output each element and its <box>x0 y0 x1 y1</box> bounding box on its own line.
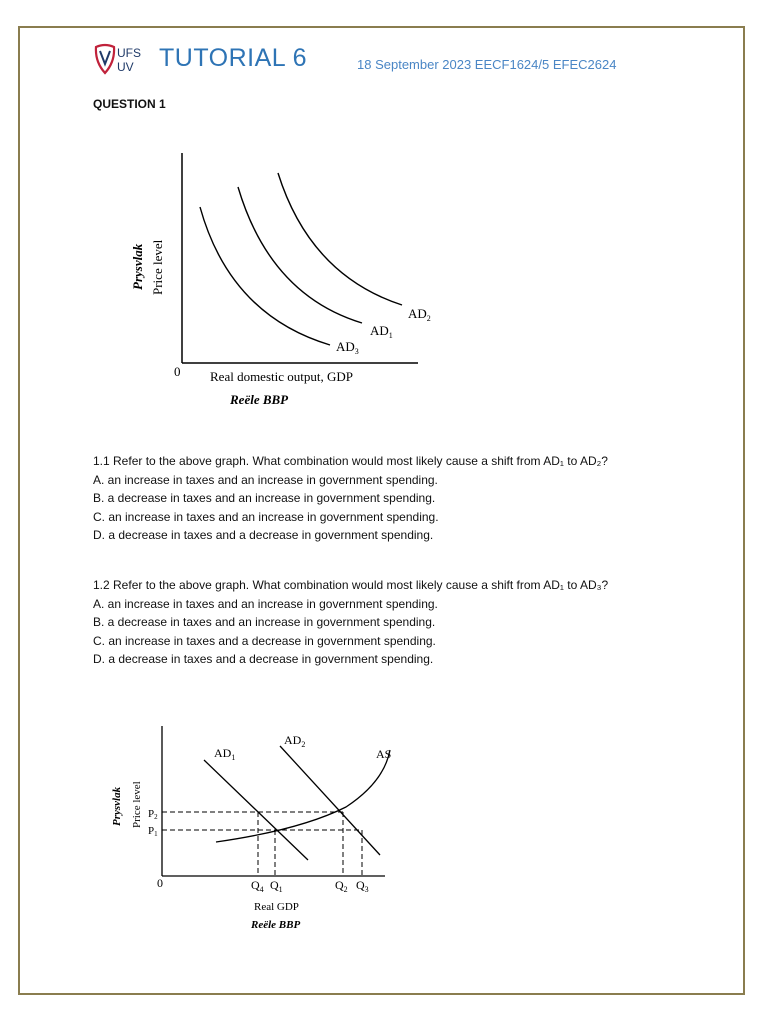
ad1-curve <box>238 187 362 323</box>
ad2-label: $AD_2$ <box>408 306 431 323</box>
question-heading: QUESTION 1 <box>93 97 166 111</box>
ad1-label: $AD_1$ <box>370 323 393 340</box>
ad3-curve <box>200 207 330 345</box>
question-1-1-option-b: B. a decrease in taxes and an increase in government spending. <box>93 491 436 506</box>
date-and-course-codes: 18 September 2023 EECF1624/5 EFEC2624 <box>357 57 617 72</box>
x-axis-label-af: Reële BBP <box>230 392 289 407</box>
p1-label: P1 <box>148 825 158 838</box>
origin-label: 0 <box>174 364 181 379</box>
question-1-1-stem: 1.1 Refer to the above graph. What combination would most likely cause a shift from AD₁ to AD₂? <box>93 454 608 468</box>
x-axis-label-en: Real domestic output, GDP <box>210 369 353 384</box>
question-1-2-option-c: C. an increase in taxes and a decrease in government spending. <box>93 633 436 648</box>
question-1-2 <box>93 576 693 669</box>
question-1-1-option-d: D. a decrease in taxes and a decrease in government spending. <box>93 528 434 543</box>
question-1-1-option-c: C. an increase in taxes and an increase in government spending. <box>93 509 439 524</box>
y-axis-label-en: Price level <box>150 239 165 295</box>
as-label: AS <box>376 747 392 761</box>
question-1-1-option-a: A. an increase in taxes and an increase in government spending. <box>93 472 438 487</box>
y-axis-label-en: Price level <box>131 781 143 828</box>
ad1-label: $AD_1$ <box>214 746 236 762</box>
question-1-2-option-d: D. a decrease in taxes and a decrease in government spending. <box>93 652 434 667</box>
ad1-line <box>204 760 308 860</box>
ad2-line <box>280 746 380 855</box>
y-axis-label-af: Prysvlak <box>130 243 145 290</box>
ad-as-graph <box>100 718 400 938</box>
x-axis-label-af: Reële BBP <box>251 919 301 931</box>
question-1-1 <box>93 452 693 545</box>
ad2-label: $AD_2$ <box>284 733 306 749</box>
ufs-logo-icon <box>93 42 153 76</box>
logo-text-bottom: UV <box>117 60 134 74</box>
document-header <box>93 40 653 80</box>
q1-label: $Q_1$ <box>270 878 283 894</box>
question-1-2-option-a: A. an increase in taxes and an increase in government spending. <box>93 596 438 611</box>
x-axis-label-en: Real GDP <box>254 901 299 913</box>
origin-label: 0 <box>157 876 163 890</box>
question-1-2-option-b: B. a decrease in taxes and an increase in government spending. <box>93 615 436 630</box>
document-title: TUTORIAL 6 <box>159 44 308 72</box>
ad-shift-graph <box>120 145 460 415</box>
q4-label: $Q_4$ <box>251 878 264 894</box>
question-1-2-stem: 1.2 Refer to the above graph. What combination would most likely cause a shift from AD₁ to AD₃? <box>93 578 609 592</box>
ad3-label: $AD_3$ <box>336 339 359 356</box>
q3-label: $Q_3$ <box>356 878 369 894</box>
q2-label: $Q_2$ <box>335 878 348 894</box>
y-axis-label-af: Prysvlak <box>111 786 123 826</box>
logo-text-top: UFS <box>117 46 141 60</box>
p2-label: P2 <box>148 808 158 821</box>
ad2-curve <box>278 173 402 305</box>
